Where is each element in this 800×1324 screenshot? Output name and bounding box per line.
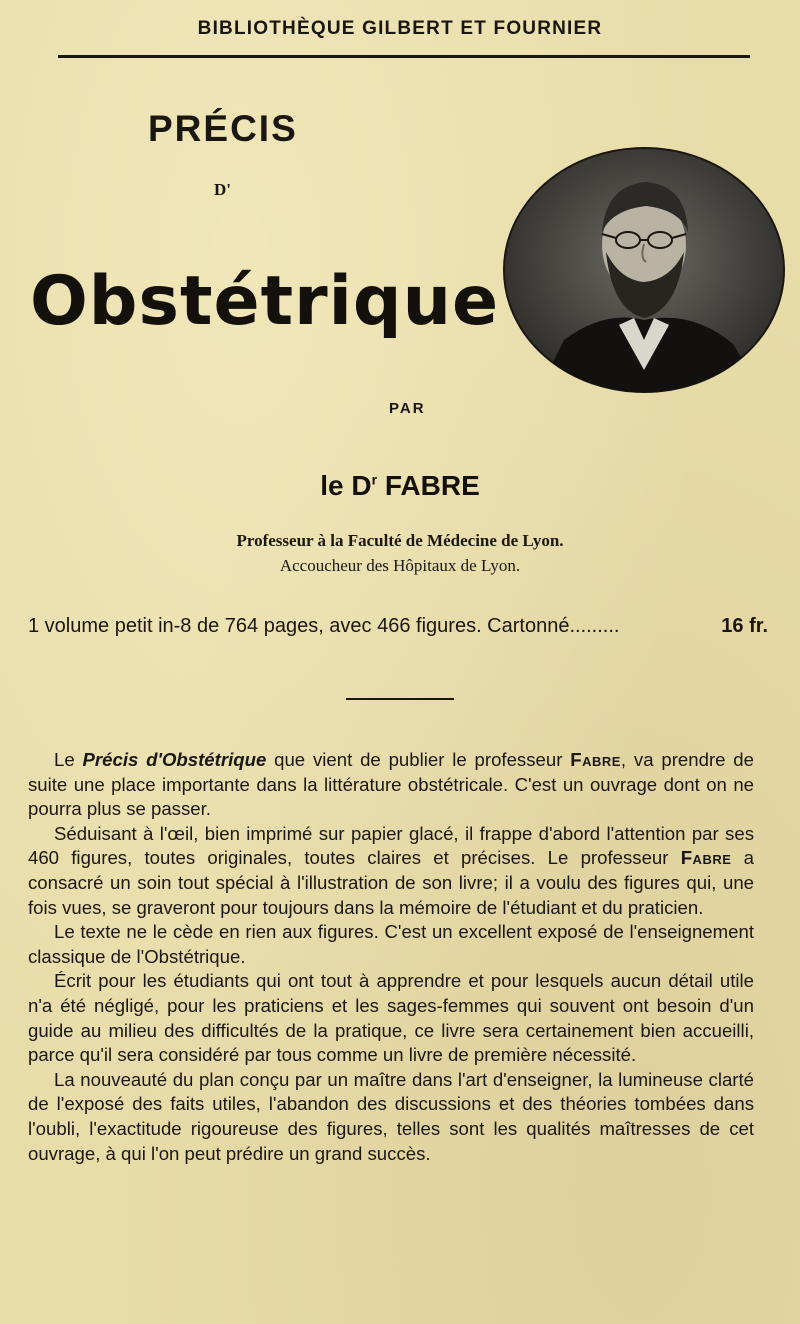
author-affiliation-2: Accoucheur des Hôpitaux de Lyon.: [279, 556, 521, 575]
paragraph-2: Séduisant à l'œil, bien imprimé sur papier glacé, il frappe d'abord l'attention par ses 460 figures, toutes originales, toutes claires et précises. Le professeur Fabre a consacré un soin tout spécial à l'illustration de son livre; il a voulu des figures qui, une fois vues, se graveront pour toujours dans la mémoire de l'étudiant et du praticien.: [28, 822, 754, 918]
paragraph-3: Le texte ne le cède en rien aux figures. C'est un excellent exposé de l'enseignement classique de l'Obstétrique.: [28, 921, 754, 967]
review-text: [28, 748, 754, 1166]
book-title-inline: Précis d'Obstétrique: [82, 749, 267, 770]
author-name-inline: Fabre: [570, 749, 621, 770]
title-precis: PRÉCIS: [148, 108, 298, 149]
paragraph-5: La nouveauté du plan conçu par un maître dans l'art d'enseigner, la lumineuse clarté de l'exposé des faits utiles, l'abandon des discussions et des théories tombées dans l'oubli, l'exactitude rigoureuse des figures, telles sont les qualités maîtresses de cet ouvrage, à qui l'on peut prédire un grand succès.: [28, 1068, 754, 1164]
header-rule: [58, 55, 750, 58]
publisher-header: BIBLIOTHÈQUE GILBERT ET FOURNIER: [197, 18, 603, 39]
author-name: [0, 470, 800, 502]
paragraph-4: Écrit pour les étudiants qui ont tout à apprendre et pour lesquels aucun détail utile n'a été négligé, pour les praticiens et les sages-femmes qui souvent ont besoin d'un guide au milieu des difficultés de la pratique, ce livre sera certainement bien accueilli, parce qu'il sera considéré par tous comme un livre de première nécessité.: [28, 970, 754, 1066]
author-prefix-sup: r: [371, 471, 378, 488]
title-de: D': [214, 180, 231, 199]
author-surname: FABRE: [384, 470, 480, 501]
author-portrait: [494, 140, 790, 400]
author-name-inline: Fabre: [680, 847, 732, 869]
author-prefix: le D: [320, 470, 372, 501]
volume-price: 16 fr.: [721, 615, 768, 637]
title-par: PAR: [389, 400, 426, 417]
book-title: Obstétrique: [30, 262, 500, 341]
paragraph-1: Le Précis d'Obstétrique que vient de publier le professeur Fabre, va prendre de suite une place importante dans la littérature obstétricale. C'est un ouvrage dont on ne pourra plus se passer.: [28, 749, 754, 820]
author-affiliation-1: Professeur à la Faculté de Médecine de Lyon.: [236, 531, 564, 550]
section-divider: [346, 698, 454, 700]
volume-line: [28, 615, 768, 638]
volume-description: 1 volume petit in-8 de 764 pages, avec 466 figures. Cartonné.........: [28, 615, 620, 637]
